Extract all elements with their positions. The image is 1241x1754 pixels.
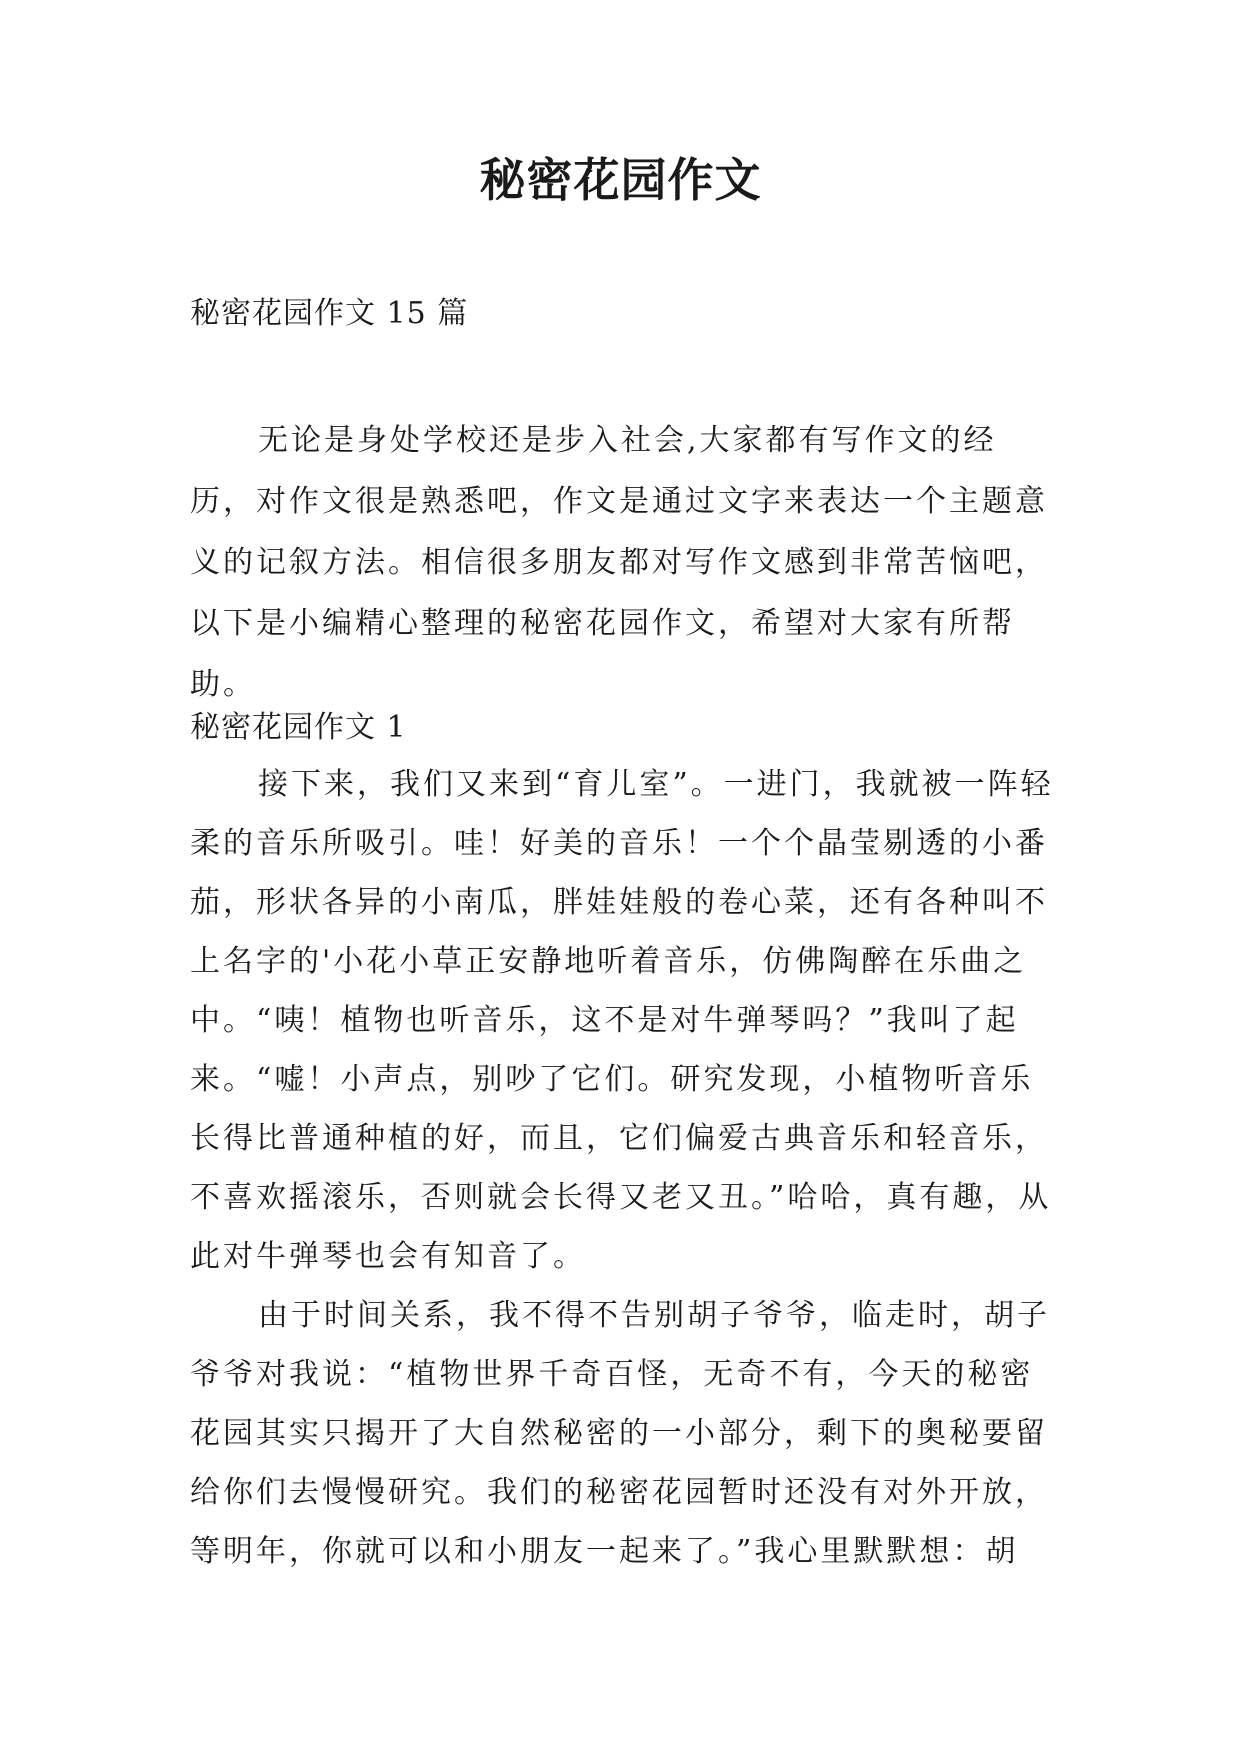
document-title: 秘密花园作文 <box>479 153 762 207</box>
section-heading: 秘密花园作文 1 <box>190 710 407 745</box>
body-paragraph: 接下来，我们又来到“育儿室”。一进门，我就被一阵轻柔的音乐所吸引。哇！好美的音乐！一个个晶莹剔透的小番茄，形状各异的小南瓜，胖娃娃般的卷心菜，还有各种叫不上名字的'小花小草正安静地听着音乐，仿佛陶醉在乐曲之中。“咦！植物也听音乐，这不是对牛弹琴吗？”我叫了起来。“嘘！小声点，别吵了它们。研究发现，小植物听音乐长得比普通种植的好，而且，它们偏爱古典音乐和轻音乐，不喜欢摇滚乐，否则就会长得又老又丑。”哈哈，真有趣，从此对牛弹琴也会有知音了。 <box>190 767 1054 1274</box>
intro-paragraph: 无论是身处学校还是步入社会,大家都有写作文的经历，对作文很是熟悉吧，作文是通过文字来表达一个主题意义的记叙方法。相信很多朋友都对写作文感到非常苦恼吧，以下是小编精心整理的秘密花园作文，希望对大家有所帮助。 <box>190 423 1048 702</box>
body-paragraph: 由于时间关系，我不得不告别胡子爷爷，临走时，胡子爷爷对我说：“植物世界千奇百怪，无奇不有，今天的秘密花园其实只揭开了大自然秘密的一小部分，剩下的奥秘要留给你们去慢慢研究。我们的秘密花园暂时还没有对外开放，等明年，你就可以和小朋友一起来了。”我心里默默想：胡 <box>190 1298 1050 1569</box>
document-subtitle: 秘密花园作文 15 篇 <box>190 296 469 331</box>
